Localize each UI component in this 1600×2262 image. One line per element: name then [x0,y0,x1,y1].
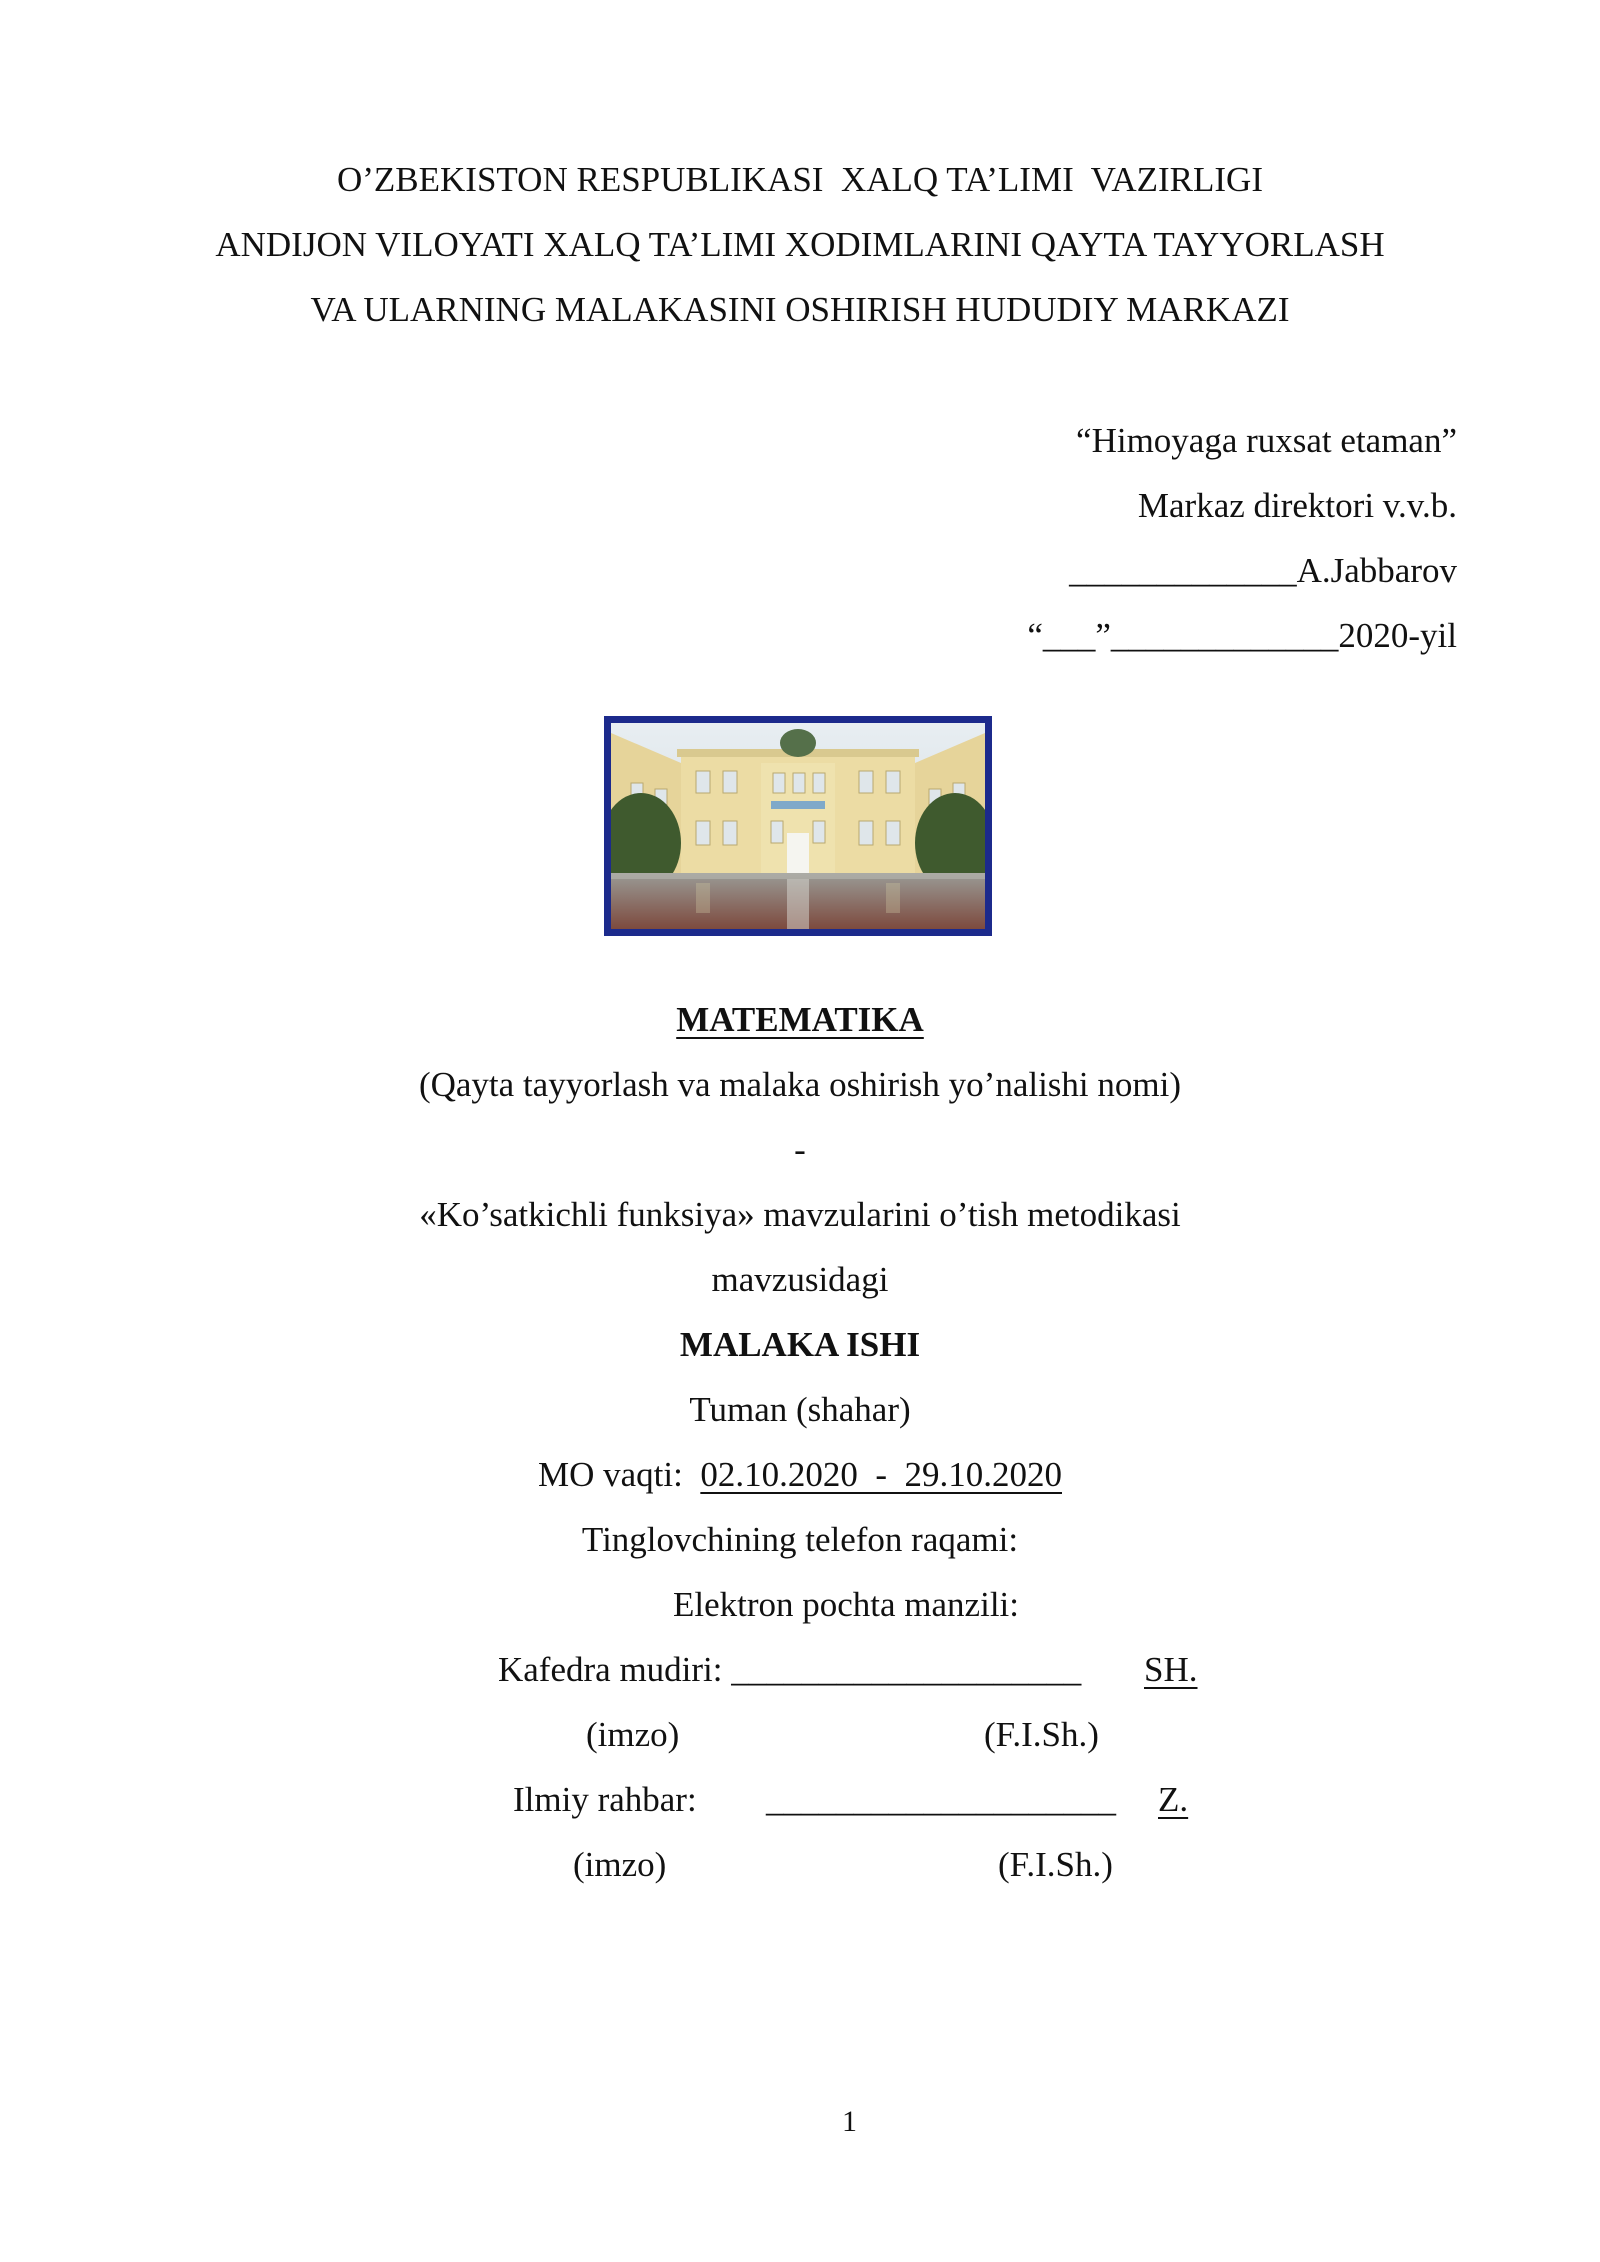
direction-note: (Qayta tayyorlash va malaka oshirish yo’nalishi nomi) [418,1065,1182,1104]
advisor-fish-caption: (F.I.Sh.) [998,1845,1113,1884]
email-label: Elektron pochta manzili: [672,1585,1019,1624]
advisor-initials: Z. [1158,1780,1189,1819]
head-fish-caption: (F.I.Sh.) [984,1715,1099,1754]
subject-title [0,998,1600,1042]
center-title-line1: ANDIJON VILOYATI XALQ TA’LIMI XODIMLARINI QAYTA TAYYORLASH [215,225,1385,264]
advisor-signature-line: ____________________ [766,1780,1116,1819]
head-of-department-label: Kafedra mudiri: ____________________ [498,1650,1082,1689]
head-imzo-caption: (imzo) [586,1715,680,1754]
mo-label: MO vaqti: [537,1455,701,1494]
center-title-line2: VA ULARNING MALAKASINI OSHIRISH HUDUDIY MARKAZI [310,290,1290,329]
topic-line2: mavzusidagi [711,1260,889,1299]
topic-line1: «Ko’satkichli funksiya» mavzularini o’tish metodikasi [419,1195,1181,1234]
approval-quote: “Himoyaga ruxsat etaman” [1076,421,1457,460]
building-photo [604,716,992,936]
page-number: 1 [842,2105,857,2138]
ministry-title: O’ZBEKISTON RESPUBLIKASI XALQ TA’LIMI VAZIRLIGI [337,160,1263,199]
approval-signature-line: _____________A.Jabbarov [1069,551,1457,590]
approval-position: Markaz direktori v.v.b. [1137,486,1457,525]
advisor-label: Ilmiy rahbar: [513,1780,697,1819]
head-of-department-initials: SH. [1144,1650,1198,1689]
separator-dash: - [794,1130,806,1169]
mo-dates: 02.10.2020 - 29.10.2020 [700,1455,1062,1494]
work-title: MALAKA ISHI [679,1325,921,1364]
approval-date-line: “___”_____________2020-yil [1027,616,1457,655]
advisor-imzo-caption: (imzo) [573,1845,667,1884]
mo-period [0,1453,1600,1497]
phone-label: Tinglovchining telefon raqami: [581,1520,1019,1559]
district-label: Tuman (shahar) [689,1390,911,1429]
subject-title-text: MATEMATIKA [676,1000,924,1039]
building-photo-icon [611,723,985,929]
